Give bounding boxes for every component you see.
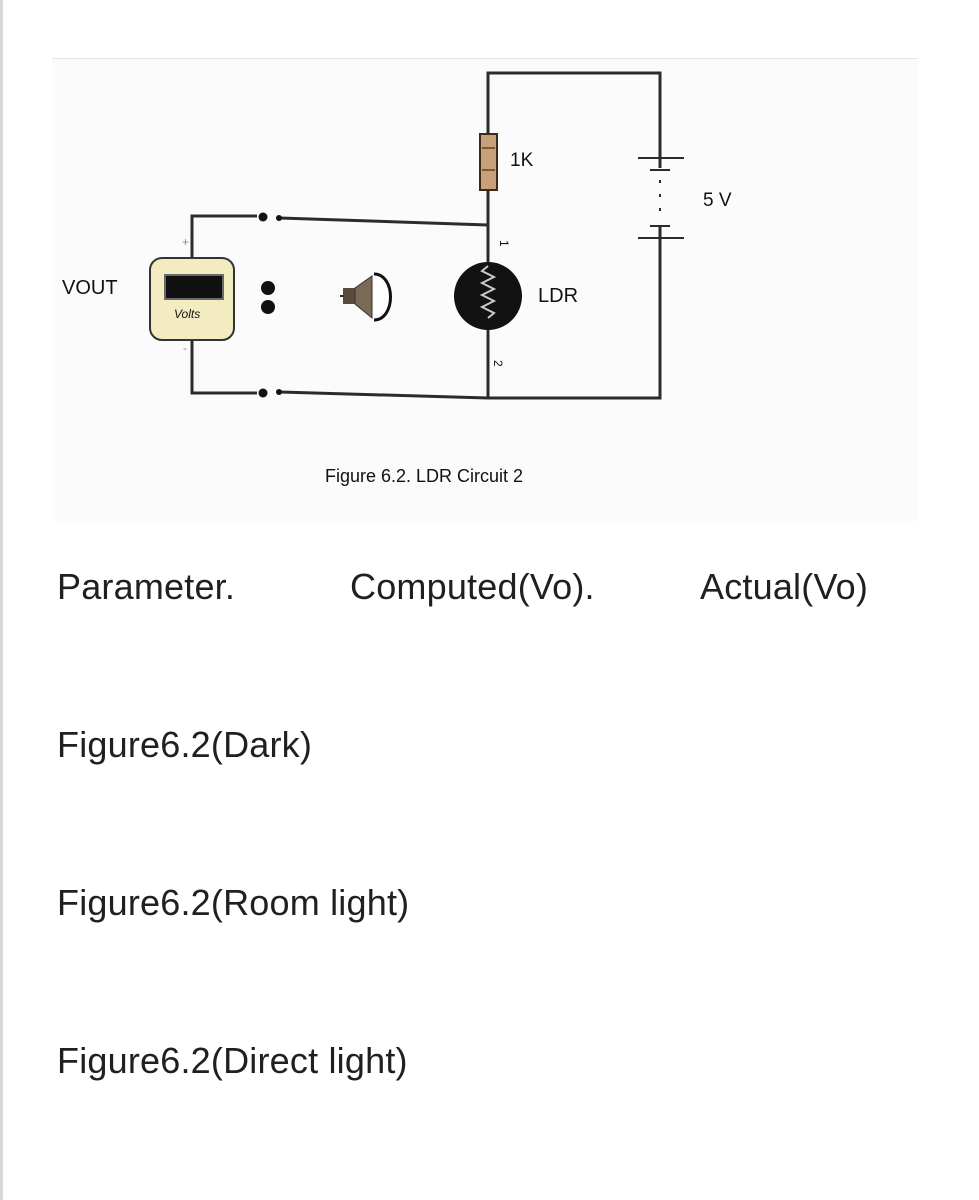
pin2-label: 2: [491, 360, 505, 367]
circuit-wires: [192, 73, 660, 398]
ldr-circuit-diagram: [0, 0, 979, 540]
vout-label: VOUT: [62, 277, 118, 299]
ldr-label: LDR: [538, 285, 579, 307]
figure-caption: Figure 6.2. LDR Circuit 2: [325, 466, 524, 486]
ldr-sensor: [454, 262, 522, 330]
header-actual-vo: Actual(Vo): [700, 566, 869, 607]
switch-contacts: [259, 213, 283, 398]
header-computed-vo: Computed(Vo).: [350, 566, 595, 607]
speaker-icon: [340, 274, 391, 320]
supply-label: 5 V: [703, 190, 732, 211]
svg-text:-: -: [183, 341, 187, 355]
svg-text:+: +: [182, 235, 190, 249]
voltmeter-label: Volts: [174, 307, 201, 321]
row-dark: Figure6.2(Dark): [57, 724, 313, 765]
row-direct-light: Figure6.2(Direct light): [57, 1040, 408, 1081]
header-parameter: Parameter.: [57, 566, 236, 607]
battery-5v: [638, 158, 684, 238]
pin1-label: 1: [497, 240, 511, 247]
resistor-1k: [480, 134, 497, 190]
row-room-light: Figure6.2(Room light): [57, 882, 410, 923]
resistor-label: 1K: [510, 150, 534, 171]
